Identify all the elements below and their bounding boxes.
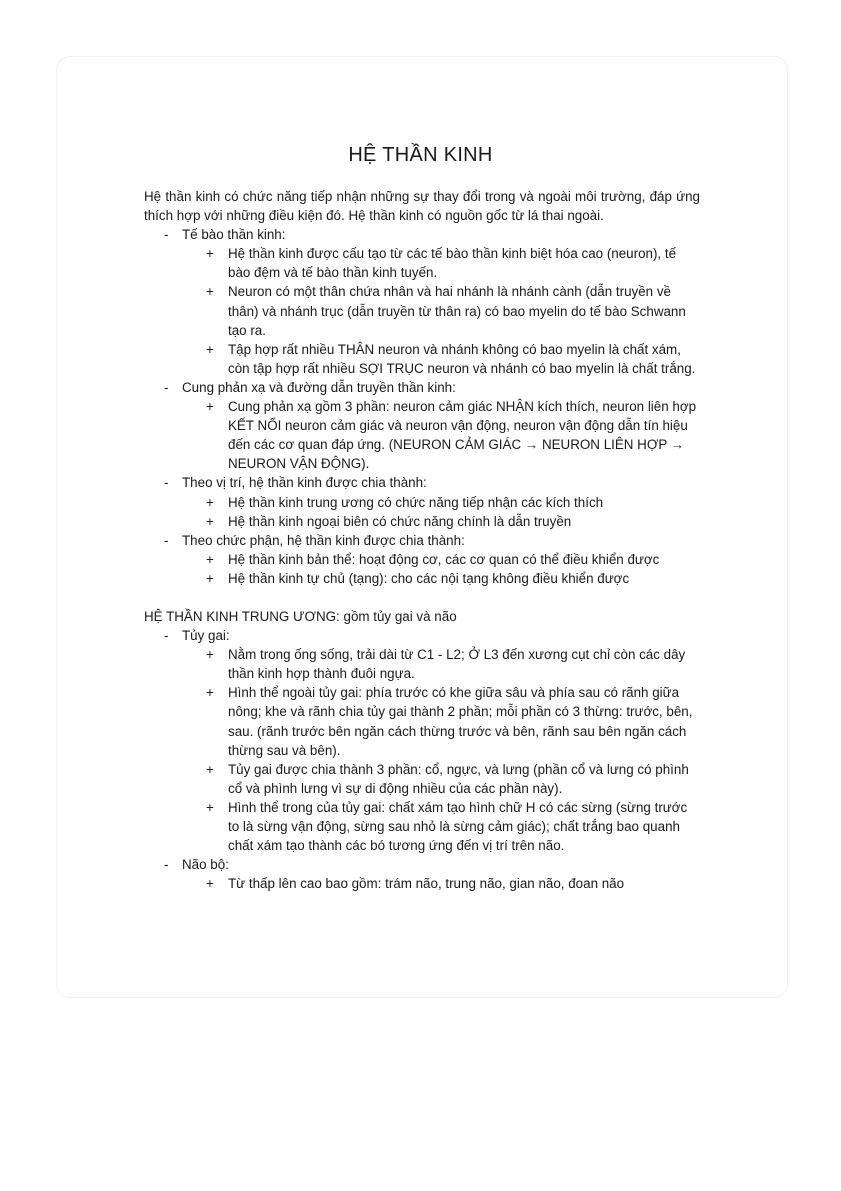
plus-list [144, 397, 700, 473]
plus-list [144, 645, 700, 855]
section-part2 [144, 626, 700, 893]
section-part1 [144, 225, 700, 588]
plus-item: + Hệ thần kinh bản thể: hoạt động cơ, các cơ quan có thể điều khiển được [144, 550, 700, 569]
document-body [144, 187, 700, 893]
dash-item: - Não bộ: [144, 855, 700, 874]
plus-item: + Neuron có một thân chứa nhân và hai nhánh là nhánh cành (dẫn truyền về thân) và nhánh trục (dẫn truyền từ thân ra) có bao myelin do tế bào Schwann tạo ra. [144, 282, 700, 339]
plus-item: + Cung phản xạ gồm 3 phần: neuron cảm giác NHẬN kích thích, neuron liên hợp KẾT NỐI neuron cảm giác và neuron vận động, neuron vận động dẫn tín hiệu đến các cơ quan đáp ứng. (NEURON CẢM GIÁC → NEURON LIÊN HỢP → NEURON VẬN ĐỘNG). [144, 397, 700, 473]
plus-item: + Hình thể trong của tủy gai: chất xám tạo hình chữ H có các sừng (sừng trước to là sừng vận động, sừng sau nhỏ là sừng cảm giác); chất trắng bao quanh chất xám tạo thành các bó tương ứng đến vị trí trên não. [144, 798, 700, 855]
plus-item: + Hệ thần kinh tự chủ (tạng): cho các nội tạng không điều khiển được [144, 569, 700, 588]
plus-list [144, 874, 700, 893]
plus-list [144, 493, 700, 531]
plus-item: + Hệ thần kinh được cấu tạo từ các tế bào thần kinh biệt hóa cao (neuron), tế bào đệm và tế bào thần kinh tuyến. [144, 244, 700, 282]
plus-item: + Nằm trong ống sống, trải dài từ C1 - L2; Ở L3 đến xương cụt chỉ còn các dây thần kinh hợp thành đuôi ngựa. [144, 645, 700, 683]
intro-paragraph: Hệ thần kinh có chức năng tiếp nhận những sự thay đổi trong và ngoài môi trường, đáp ứng thích hợp với những điều kiện đó. Hệ thần kinh có nguồn gốc từ lá thai ngoài. [144, 189, 700, 224]
dash-item: - Tế bào thần kinh: [144, 225, 700, 244]
plus-item: + Tập hợp rất nhiều THÂN neuron và nhánh không có bao myelin là chất xám, còn tập hợp rất nhiều SỢI TRỤC neuron và nhánh có bao myelin là chất trắng. [144, 340, 700, 378]
plus-item: + Từ thấp lên cao bao gồm: trám não, trung não, gian não, đoan não [144, 874, 700, 893]
section-spacer [144, 588, 700, 607]
plus-list [144, 550, 700, 588]
dash-item: - Cung phản xạ và đường dẫn truyền thần kinh: [144, 378, 700, 397]
dash-item: - Theo vị trí, hệ thần kinh được chia thành: [144, 473, 700, 492]
plus-item: + Hệ thần kinh trung ương có chức năng tiếp nhận các kích thích [144, 493, 700, 512]
dash-item: - Theo chức phận, hệ thần kinh được chia thành: [144, 531, 700, 550]
plus-list [144, 244, 700, 378]
plus-item: + Hệ thần kinh ngoại biên có chức năng chính là dẫn truyền [144, 512, 700, 531]
plus-item: + Hình thể ngoài tủy gai: phía trước có khe giữa sâu và phía sau có rãnh giữa nông; khe và rãnh chia tủy gai thành 2 phần; mỗi phần có 3 thừng: trước, bên, sau. (rãnh trước bên ngăn cách thừng trước và bên, rãnh sau bên ngăn cách thừng sau và bên). [144, 683, 700, 759]
plus-item: + Tủy gai được chia thành 3 phần: cổ, ngực, và lưng (phần cổ và lưng có phình cổ và phình lưng vì sự di động nhiều của các phần này). [144, 760, 700, 798]
cns-heading: HỆ THẦN KINH TRUNG ƯƠNG: gồm tủy gai và não [144, 608, 457, 624]
dash-item: - Tủy gai: [144, 626, 700, 645]
page-title: HỆ THẦN KINH [348, 144, 493, 166]
